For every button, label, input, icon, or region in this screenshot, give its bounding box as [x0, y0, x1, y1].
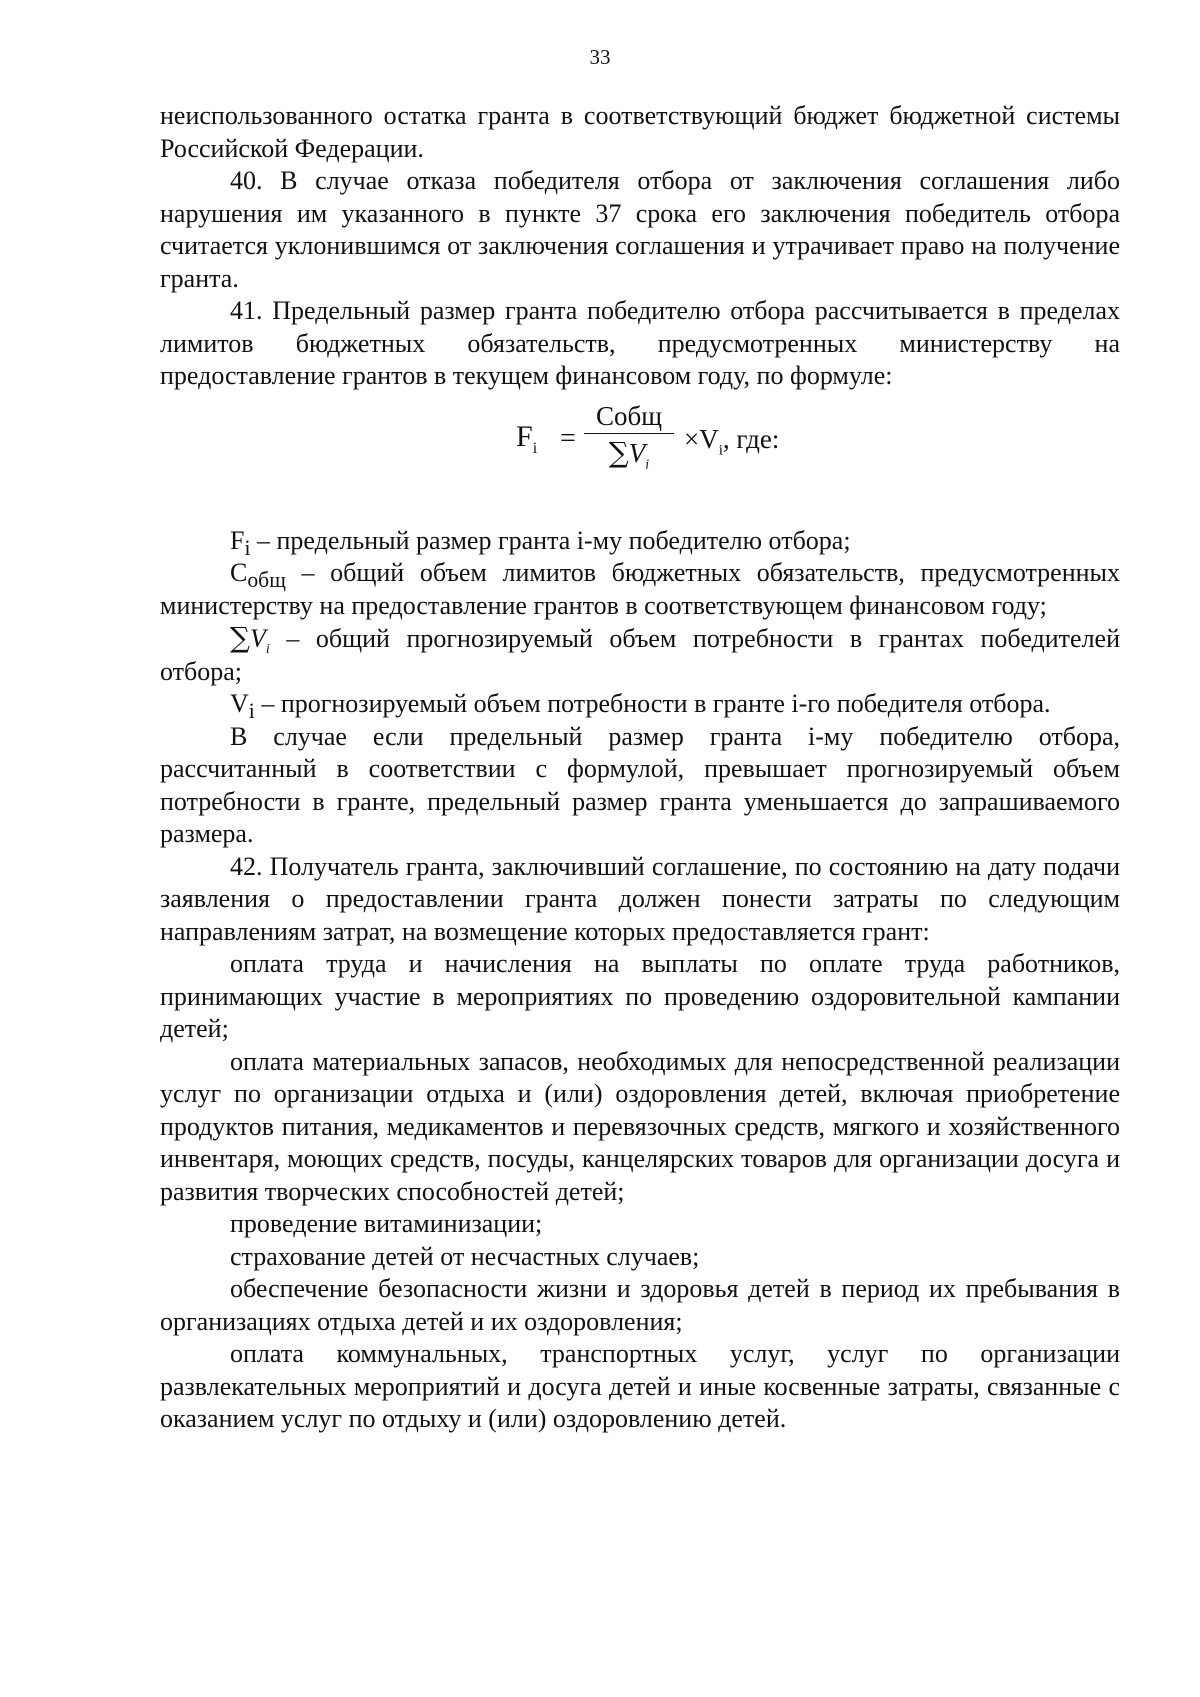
- definition-vi-text: – прогнозируемый объем потребности в гранте i-го победителя отбора.: [254, 689, 1051, 718]
- formula-lhs-subscript: i: [532, 439, 538, 457]
- formula-lhs-symbol: F: [516, 419, 533, 453]
- formula-times-v: ×V: [684, 423, 719, 454]
- paragraph-continuation: неиспользованного остатка гранта в соответствующий бюджет бюджетной системы Российской Федерации.: [160, 101, 1120, 163]
- formula-denominator: [584, 434, 674, 472]
- definition-sum-var-subscript: i: [265, 642, 270, 658]
- formula-denominator-var-symbol: V: [628, 437, 646, 468]
- grant-formula: [160, 399, 1120, 517]
- page-number: 33: [589, 45, 611, 69]
- definition-fi: [160, 525, 1120, 558]
- cost-item: оплата труда и начисления на выплаты по оплате труда работников, принимающих участие в мероприятиях по проведению оздоровительной кампании детей;: [160, 949, 1120, 1043]
- formula-times-subscript: i: [718, 441, 723, 458]
- cost-item: обеспечение безопасности жизни и здоровья детей в период их пребывания в организациях отдыха детей и их оздоровления;: [160, 1274, 1120, 1336]
- cost-item: страхование детей от несчастных случаев;: [230, 1241, 700, 1271]
- formula-equals: =: [560, 422, 576, 454]
- formula-denominator-var: [628, 437, 650, 472]
- formula-fraction: [584, 399, 674, 472]
- paragraph-42: 42. Получатель гранта, заключивший соглашение, по состоянию на дату подачи заявления о предоставлении гранта должен понести затраты по следующим направлениям затрат, на возмещение которых предоставляется грант:: [160, 851, 1120, 946]
- definition-vi: [160, 688, 1120, 724]
- definition-sum-text: – общий прогнозируемый объем потребности в грантах победителей отбора;: [160, 624, 1120, 686]
- paragraph-limit-rule: В случае если предельный размер гранта i-му победителю отбора, рассчитанный в соответствии с формулой, превышает прогнозируемый объем потребности в гранте, предельный размер гранта уменьшается до запрашиваемого размера.: [160, 721, 1120, 848]
- definition-fi-text: – предельный размер гранта i-му победителю отбора;: [250, 525, 851, 555]
- definition-sum-var-symbol: V: [250, 624, 266, 653]
- definition-sum: [160, 622, 1120, 688]
- definition-c: [160, 557, 1120, 622]
- paragraph-41: 41. Предельный размер гранта победителю отбора рассчитывается в пределах лимитов бюджетных обязательств, предусмотренных министерству на предоставление грантов в текущем финансовом году, по формуле:: [160, 296, 1120, 390]
- definition-c-subscript: общ: [247, 568, 286, 593]
- formula-numerator: Cобщ: [584, 399, 674, 434]
- definition-c-text: – общий объем лимитов бюджетных обязательств, предусмотренных министерству на предоставление грантов в соответствующем финансовом году;: [160, 558, 1120, 620]
- cost-item: проведение витаминизации;: [230, 1209, 543, 1238]
- definition-fi-symbol: F: [230, 525, 245, 555]
- formula-lhs: [516, 419, 538, 457]
- document-body: [160, 100, 1120, 1436]
- cost-item: оплата коммунальных, транспортных услуг, услуг по организации развлекательных мероприятий и досуга детей и иные косвенные затраты, связанные с оказанием услуг по отдыху и (или) оздоровлению детей.: [160, 1339, 1120, 1433]
- definition-vi-symbol: V: [230, 689, 249, 718]
- paragraph-40: 40. В случае отказа победителя отбора от заключения соглашения либо нарушения им указанного в пункте 37 срока его заключения победитель отбора считается уклонившимся от заключения соглашения и утрачивает право на получение гранта.: [160, 166, 1120, 293]
- definition-fi-subscript: i: [244, 535, 251, 560]
- definition-sum-var: [250, 624, 270, 658]
- cost-item: оплата материальных запасов, необходимых для непосредственной реализации услуг по организации отдыха и (или) оздоровления детей, включая приобретение продуктов питания, медикаментов и перевязочных средств, мягкого и хозяйственного инвентаря, моющих средств, посуды, канцелярских товаров для организации досуга и развития творческих способностей детей;: [160, 1046, 1120, 1206]
- sigma-symbol: ∑: [230, 621, 250, 654]
- formula-tail: , где:: [722, 423, 780, 454]
- definition-c-symbol: C: [230, 558, 248, 587]
- formula-rhs: [684, 423, 779, 456]
- sigma-symbol: ∑: [608, 435, 629, 469]
- definition-vi-subscript: i: [248, 699, 255, 724]
- formula-denominator-var-subscript: i: [645, 456, 650, 472]
